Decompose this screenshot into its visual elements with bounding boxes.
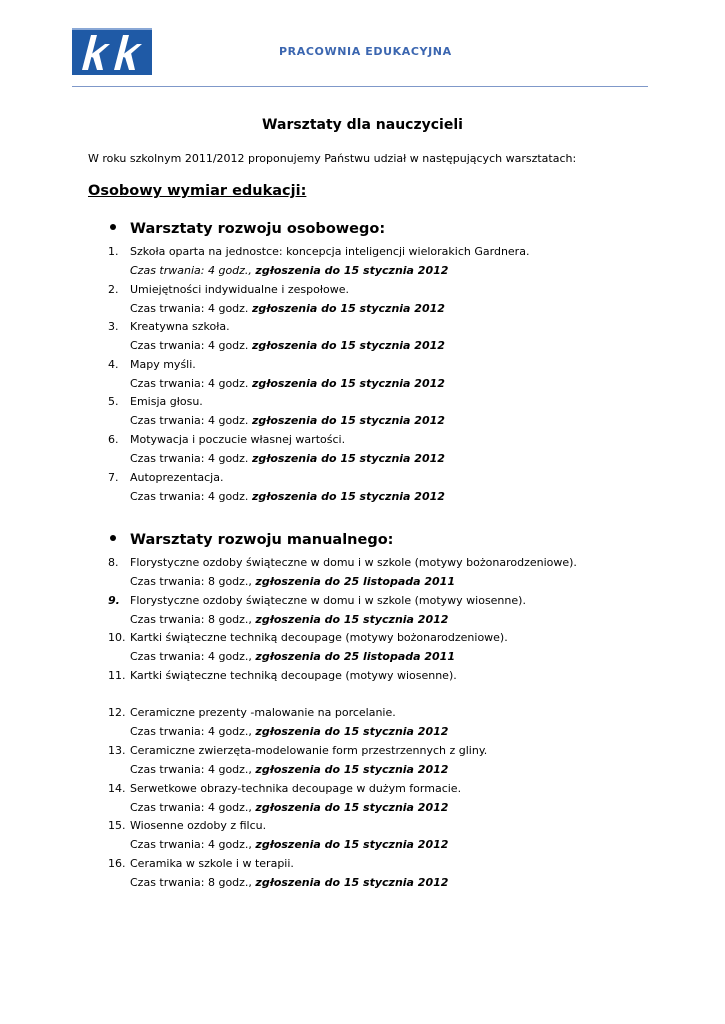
deadline-text: zgłoszenia do 15 stycznia 2012 (251, 414, 445, 428)
item-number: 16. (108, 856, 126, 870)
item-duration (130, 876, 448, 889)
deadline-text: zgłoszenia do 25 listopada 2011 (255, 575, 455, 588)
group-heading-text: Warsztaty rozwoju manualnego: (130, 532, 394, 548)
deadline-text: zgłoszenia do 15 stycznia 2012 (255, 264, 449, 277)
item-number: 13. (108, 743, 126, 757)
item-number: 10. (108, 631, 126, 645)
item-number: 3. (108, 320, 119, 334)
item-title: Florystyczne ozdoby świąteczne w domu i w szkole (motywy wiosenne). (130, 593, 526, 607)
item-duration (130, 414, 445, 427)
list-item (0, 594, 725, 632)
deadline-text: zgłoszenia do 15 stycznia 2012 (255, 838, 449, 852)
document-title: Warsztaty dla nauczycieli (262, 117, 463, 133)
item-title: Ceramiczne prezenty -malowanie na porcelanie. (130, 706, 396, 720)
list-item (0, 320, 725, 358)
list-item (0, 358, 725, 396)
item-number: 7. (108, 470, 119, 484)
duration-text: Czas trwania: 4 godz., (130, 264, 256, 277)
list-item (0, 395, 725, 433)
item-title: Kreatywna szkoła. (130, 320, 230, 334)
duration-text: Czas trwania: 4 godz. (130, 301, 252, 315)
header-divider (72, 86, 648, 87)
item-duration (130, 725, 448, 738)
deadline-text: zgłoszenia do 15 stycznia 2012 (255, 762, 449, 776)
item-number: 12. (108, 706, 126, 720)
duration-text: Czas trwania: 4 godz. (130, 339, 252, 353)
item-title: Ceramika w szkole i w terapii. (130, 856, 294, 870)
duration-text: Czas trwania: 8 godz., (130, 575, 256, 588)
item-duration (130, 613, 448, 626)
bullet-icon (110, 535, 116, 541)
item-title: Motywacja i poczucie własnej wartości. (130, 432, 346, 446)
duration-text: Czas trwania: 4 godz., (130, 838, 256, 852)
item-title: Autoprezentacja. (130, 470, 224, 484)
item-title: Serwetkowe obrazy-technika decoupage w dużym formacie. (130, 781, 462, 795)
deadline-text: zgłoszenia do 15 stycznia 2012 (255, 725, 449, 739)
item-duration (130, 452, 445, 465)
brand-name: PRACOWNIA EDUKACYJNA (279, 45, 452, 58)
group-heading (110, 532, 393, 548)
item-number: 8. (108, 556, 119, 569)
duration-text: Czas trwania: 4 godz. (130, 414, 252, 428)
duration-text: Czas trwania: 4 godz., (130, 800, 256, 814)
list-item (0, 706, 725, 744)
duration-text: Czas trwania: 8 godz., (130, 612, 256, 626)
deadline-text: zgłoszenia do 15 stycznia 2012 (251, 489, 445, 503)
item-number: 15. (108, 819, 126, 833)
item-number: 1. (108, 245, 119, 258)
list-item (0, 669, 725, 707)
item-number: 9. (108, 593, 120, 607)
item-duration (130, 490, 445, 503)
duration-text: Czas trwania: 4 godz., (130, 650, 256, 664)
item-number: 11. (108, 668, 126, 682)
workshop-list (0, 556, 725, 894)
list-item (0, 744, 725, 782)
item-duration (130, 801, 448, 814)
list-item (0, 283, 725, 321)
item-duration (130, 264, 448, 277)
item-title: Umiejętności indywidualne i zespołowe. (130, 282, 349, 296)
item-title: Ceramiczne zwierzęta-modelowanie form przestrzennych z gliny. (130, 743, 488, 757)
page-header (0, 0, 725, 90)
section-title: Osobowy wymiar edukacji: (88, 183, 307, 199)
duration-text: Czas trwania: 8 godz., (130, 875, 256, 889)
duration-text: Czas trwania: 4 godz. (130, 376, 252, 390)
deadline-text: zgłoszenia do 15 stycznia 2012 (251, 301, 445, 315)
item-title: Szkoła oparta na jednostce: koncepcja inteligencji wielorakich Gardnera. (130, 245, 530, 258)
duration-text: Czas trwania: 4 godz., (130, 762, 256, 776)
deadline-text: zgłoszenia do 15 stycznia 2012 (255, 800, 449, 814)
item-number: 4. (108, 357, 119, 371)
intro-paragraph: W roku szkolnym 2011/2012 proponujemy Państwu udział w następujących warsztatach: (88, 152, 577, 165)
item-number: 6. (108, 432, 119, 446)
item-number: 2. (108, 282, 119, 296)
deadline-text: zgłoszenia do 15 stycznia 2012 (255, 875, 449, 889)
duration-text: Czas trwania: 4 godz., (130, 725, 256, 739)
item-number: 14. (108, 781, 126, 795)
group-heading-text: Warsztaty rozwoju osobowego: (130, 221, 386, 237)
duration-text: Czas trwania: 4 godz. (130, 451, 252, 465)
deadline-text: zgłoszenia do 25 listopada 2011 (255, 650, 455, 664)
item-duration (130, 838, 448, 851)
list-item (0, 471, 725, 509)
deadline-text: zgłoszenia do 15 stycznia 2012 (255, 612, 449, 626)
kk-logo-icon (72, 28, 152, 75)
bullet-icon (110, 224, 116, 230)
list-item (0, 819, 725, 857)
item-number: 5. (108, 395, 119, 409)
deadline-text: zgłoszenia do 15 stycznia 2012 (251, 339, 445, 353)
item-duration (130, 339, 445, 352)
item-title: Kartki świąteczne techniką decoupage (motywy bożonarodzeniowe). (130, 631, 508, 645)
item-title: Emisja głosu. (130, 395, 203, 409)
item-duration (130, 302, 445, 315)
list-item (0, 631, 725, 669)
item-duration (130, 650, 455, 663)
workshop-list (0, 245, 725, 508)
item-title: Kartki świąteczne techniką decoupage (motywy wiosenne). (130, 668, 457, 682)
duration-text: Czas trwania: 4 godz. (130, 489, 252, 503)
item-duration (130, 763, 448, 776)
item-title: Florystyczne ozdoby świąteczne w domu i w szkole (motywy bożonarodzeniowe). (130, 556, 577, 569)
list-item (0, 782, 725, 820)
list-item (0, 433, 725, 471)
item-duration (130, 377, 445, 390)
list-item (0, 556, 725, 594)
item-title: Wiosenne ozdoby z filcu. (130, 819, 267, 833)
deadline-text: zgłoszenia do 15 stycznia 2012 (251, 376, 445, 390)
item-duration (130, 575, 455, 588)
list-item (0, 857, 725, 895)
list-item (0, 245, 725, 283)
deadline-text: zgłoszenia do 15 stycznia 2012 (251, 451, 445, 465)
item-title: Mapy myśli. (130, 357, 196, 371)
group-heading (110, 221, 385, 237)
